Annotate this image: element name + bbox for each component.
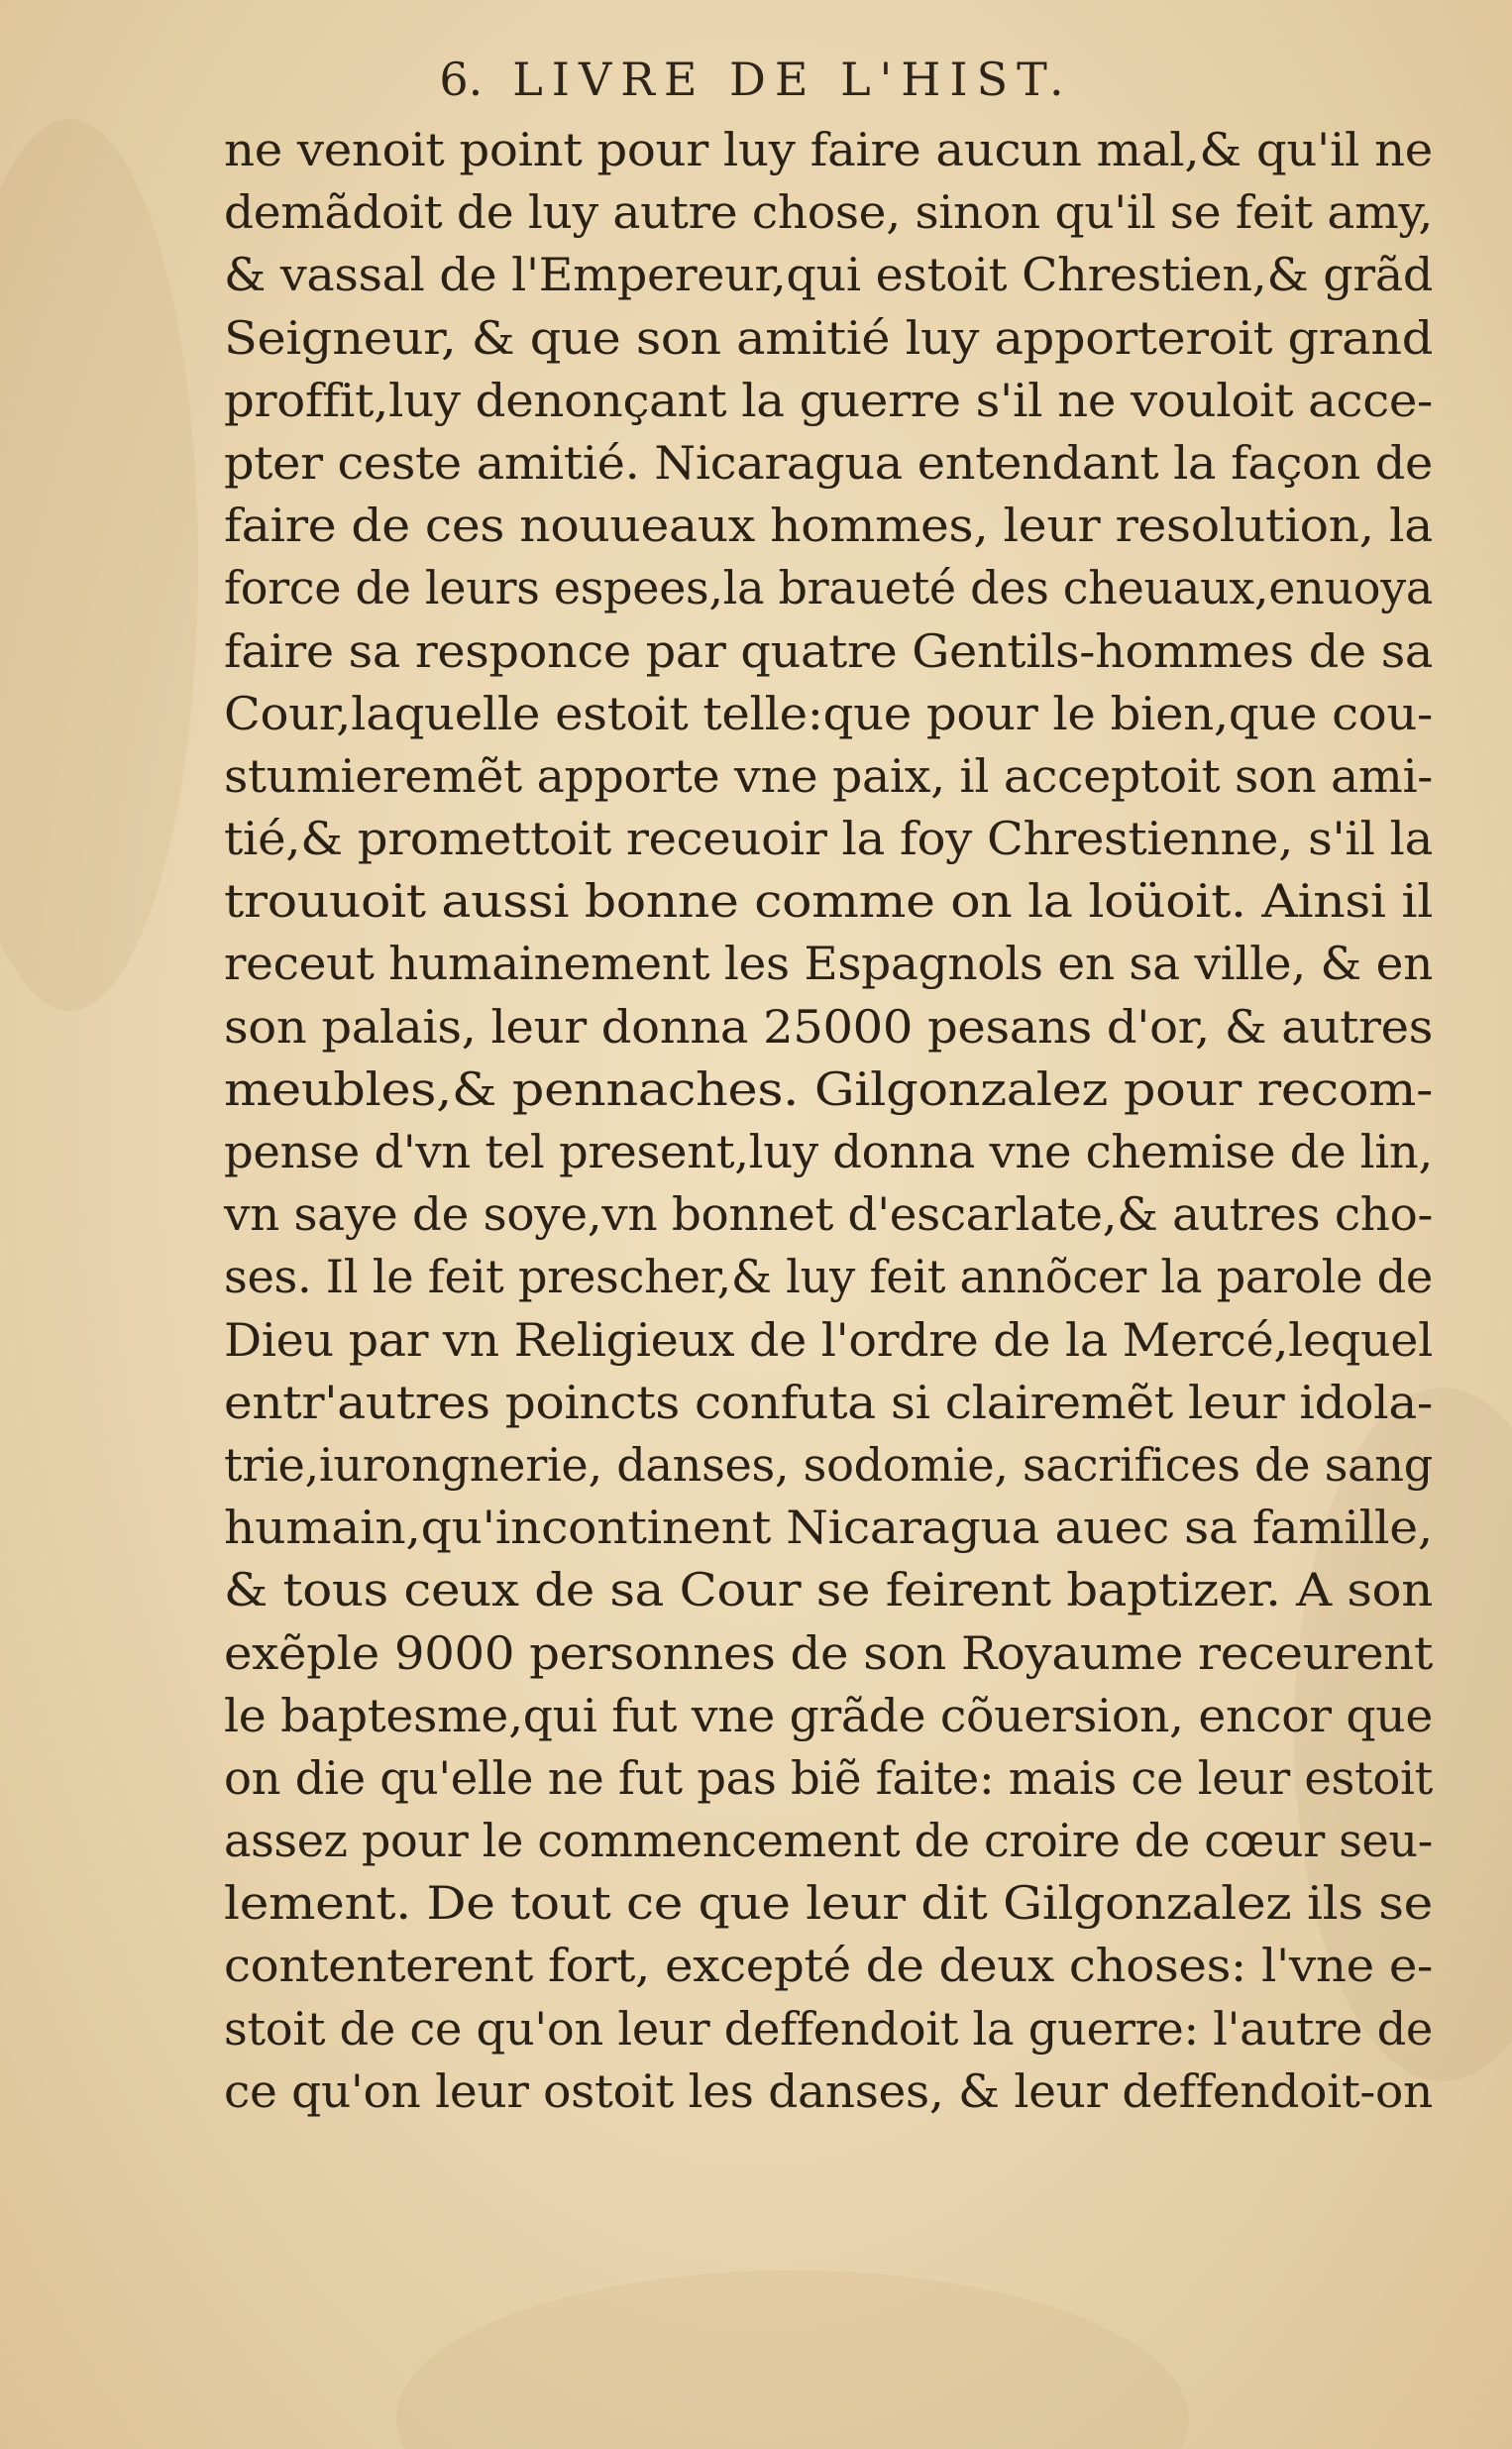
running-header — [0, 40, 1512, 119]
text-line: tié,& promettoit receuoir la foy Chrestienne, s'il la — [224, 812, 1433, 866]
text-line: ce qu'on leur ostoit les danses, & leur deffendoit-on — [224, 2063, 1433, 2118]
text-line: assez pour le commencement de croire de cœur seu- — [224, 1814, 1433, 1868]
text-line: force de leurs espees,la braueté des cheuaux,enuoya — [224, 561, 1433, 615]
text-line: humain,qu'incontinent Nicaragua auec sa famille, — [224, 1501, 1433, 1555]
text-line: lement. De tout ce que leur dit Gilgonzalez ils se — [224, 1876, 1433, 1931]
text-line: & tous ceux de sa Cour se feirent baptizer. A son — [224, 1563, 1433, 1617]
text-line: exẽple 9000 personnes de son Royaume receurent — [224, 1625, 1433, 1680]
text-line: Seigneur, & que son amitié luy apporteroit grand — [224, 310, 1433, 365]
text-line: faire de ces nouueaux hommes, leur resolution, la — [224, 499, 1433, 553]
text-line: trie,iurongnerie, danses, sodomie, sacrifices de sang — [224, 1437, 1433, 1492]
text-line: meubles,& pennaches. Gilgonzalez pour recom- — [224, 1061, 1433, 1116]
text-line: receut humainement les Espagnols en sa ville, & en — [224, 937, 1434, 991]
text-line: Dieu par vn Religieux de l'ordre de la Mercé,lequel — [224, 1312, 1433, 1367]
text-line: faire sa responce par quatre Gentils-hommes de sa — [224, 623, 1433, 678]
text-line: pense d'vn tel present,luy donna vne chemise de lin, — [224, 1125, 1433, 1178]
text-line: & vassal de l'Empereur,qui estoit Chrestien,& grãd — [224, 248, 1433, 302]
text-line: contenterent fort, excepté de deux choses: l'vne e- — [224, 1939, 1433, 1993]
text-line: pter ceste amitié. Nicaragua entendant la façon de — [224, 435, 1433, 490]
body-text — [224, 119, 1433, 2123]
text-line: entr'autres poincts confuta si clairemẽt leur idola- — [224, 1375, 1433, 1429]
paper-stain — [396, 2271, 1189, 2449]
text-line: le baptesme,qui fut vne grãde cõuersion, encor que — [224, 1688, 1433, 1742]
running-title: LIVRE DE L'HIST. — [512, 53, 1073, 106]
text-line: proffit,luy denonçant la guerre s'il ne vouloit acce- — [224, 373, 1433, 427]
text-line: ne venoit point pour luy faire aucun mal,& qu'il ne — [224, 123, 1433, 176]
text-line: trouuoit aussi bonne comme on la loüoit. Ainsi il — [224, 874, 1433, 929]
text-line: vn saye de soye,vn bonnet d'escarlate,& autres cho- — [224, 1187, 1433, 1242]
text-line: stoit de ce qu'on leur deffendoit la guerre: l'autre de — [224, 2001, 1433, 2056]
text-line: stumieremẽt apporte vne paix, il acceptoit son ami- — [224, 748, 1433, 803]
text-line: on die qu'elle ne fut pas biẽ faite: mais ce leur estoit — [224, 1750, 1433, 1805]
paper-stain — [0, 119, 198, 1011]
text-line: son palais, leur donna 25000 pesans d'or, & autres — [224, 999, 1433, 1054]
text-line: Cour,laquelle estoit telle:que pour le bien,que cou- — [224, 686, 1433, 740]
page-number: 6. — [439, 53, 484, 106]
text-line: ses. Il le feit prescher,& luy feit annõcer la parole de — [224, 1250, 1433, 1304]
text-line: demãdoit de luy autre chose, sinon qu'il se feit amy, — [224, 185, 1433, 240]
